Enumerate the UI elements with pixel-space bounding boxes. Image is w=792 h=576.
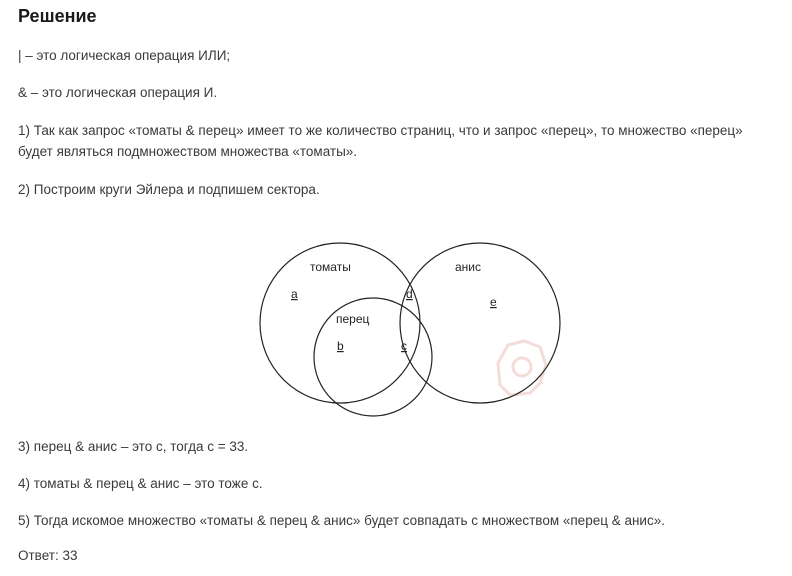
paragraph-or-definition: | – это логическая операция ИЛИ;	[18, 48, 231, 63]
solution-title: Решение	[18, 6, 97, 26]
sector-e-label: e	[490, 295, 497, 309]
paragraph-step-2: 2) Построим круги Эйлера и подпишем сектора.	[18, 182, 320, 197]
sector-a-label: a	[291, 287, 298, 301]
sector-b-label: b	[337, 339, 344, 353]
tomatoes-label: томаты	[310, 260, 351, 274]
paragraph-step-4: 4) томаты & перец & анис – это тоже с.	[18, 476, 263, 491]
paragraph-step-3: 3) перец & анис – это с, тогда с = 33.	[18, 439, 249, 454]
paragraph-and-definition: & – это логическая операция И.	[18, 85, 218, 100]
paragraph-step-5: 5) Тогда искомое множество «томаты & перец & анис» будет совпадать с множеством «перец & анис».	[18, 513, 665, 528]
anise-label: анис	[455, 260, 482, 274]
answer-text: Ответ: 33	[18, 548, 78, 563]
euler-diagram	[240, 225, 580, 430]
pepper-circle	[314, 298, 432, 416]
paragraph-step-1: 1) Так как запрос «томаты & перец» имеет то же количество страниц, что и запрос «перец», то множество «перец» будет являться подмножеством множества «томаты».	[18, 123, 743, 159]
pepper-label: перец	[336, 312, 370, 326]
sector-d-label: d	[406, 287, 413, 301]
sector-c-label: c	[401, 339, 407, 353]
watermark-logo	[498, 341, 546, 395]
